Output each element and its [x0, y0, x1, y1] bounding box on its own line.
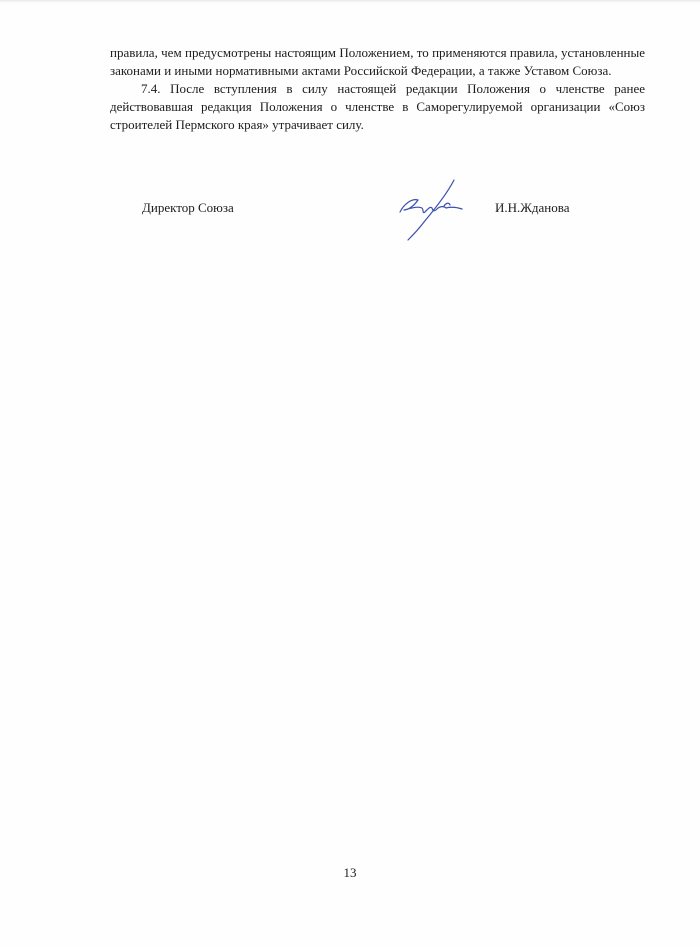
scan-edge — [0, 0, 700, 3]
paragraph-continuation: правила, чем предусмотрены настоящим Положением, то применяются правила, установленные законами и иными нормативными актами Российской Федерации, а также Уставом Союза. — [110, 45, 645, 78]
body-text — [110, 44, 645, 134]
signatory-title: Директор Союза — [142, 200, 234, 215]
handwritten-signature-icon — [392, 176, 472, 244]
page-number: 13 — [343, 865, 357, 880]
signatory-name: И.Н.Жданова — [495, 200, 570, 215]
paragraph-7-4: 7.4. После вступления в силу настоящей редакции Положения о членстве ранее действовавшая редакция Положения о членстве в Саморегулируемой организации «Союз строителей Пермского края» утрачивает силу. — [110, 81, 645, 132]
